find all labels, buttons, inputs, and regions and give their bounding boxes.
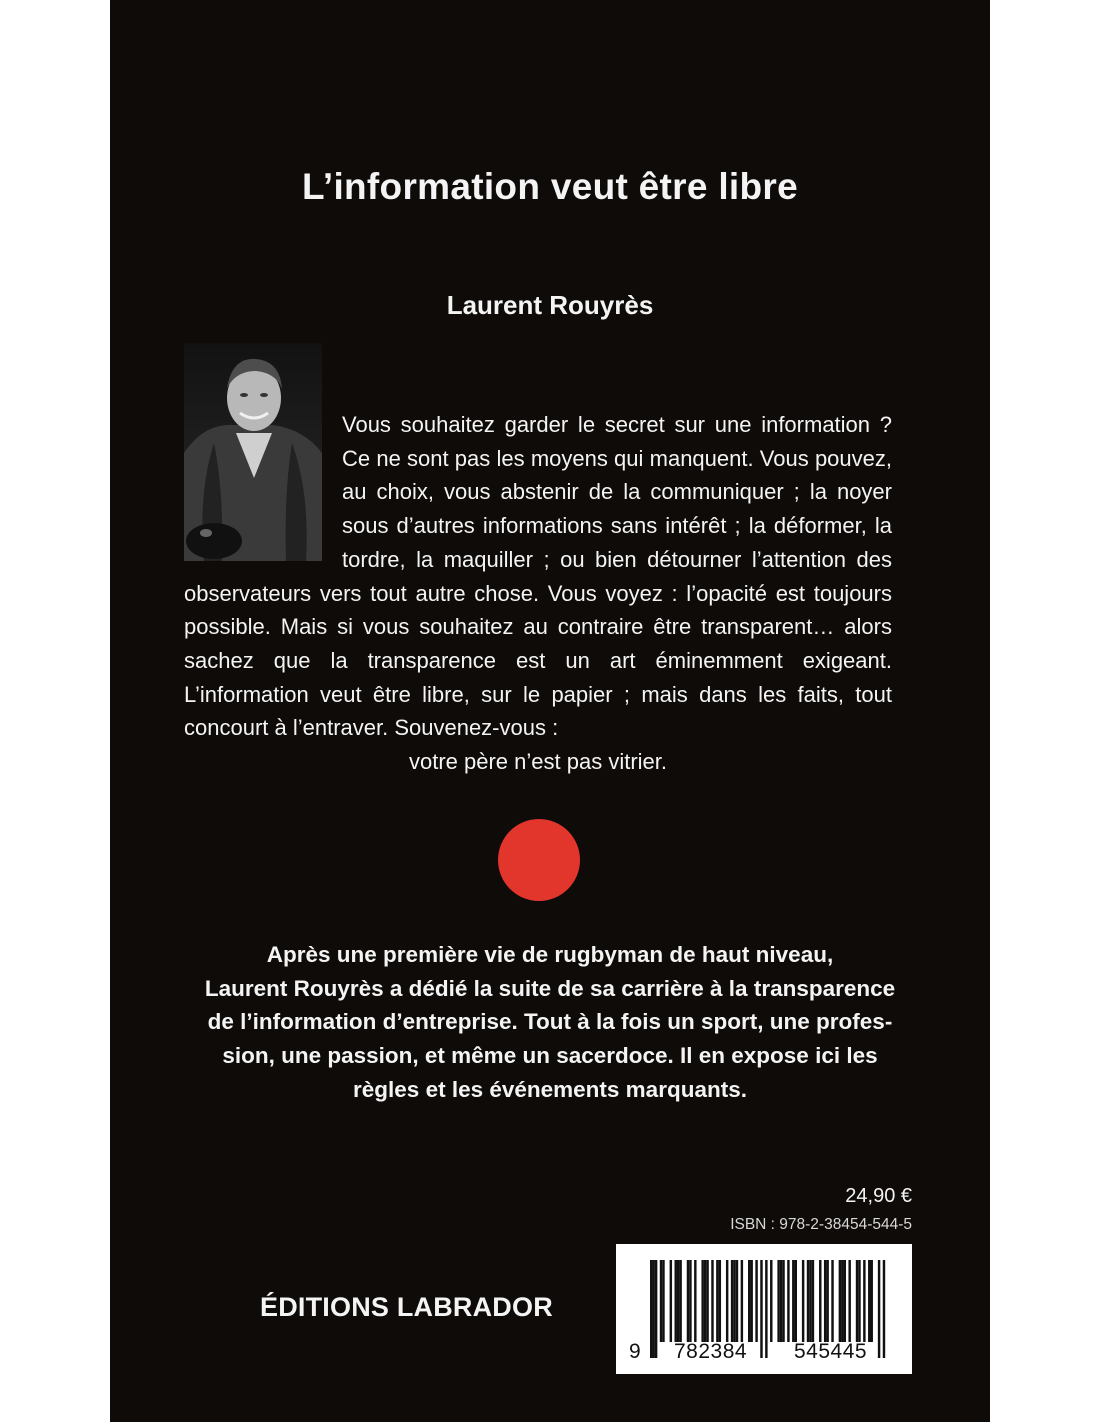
barcode-bar [780, 1260, 782, 1342]
barcode-bar [716, 1260, 718, 1342]
author-name: Laurent Rouyrès [446, 290, 654, 320]
barcode-bar [687, 1260, 689, 1342]
barcode-bar [809, 1260, 811, 1342]
barcode-bars [616, 1244, 912, 1374]
author-bio [170, 938, 930, 1107]
barcode-bar [878, 1260, 880, 1358]
barcode [616, 1244, 912, 1374]
barcode-bar [711, 1260, 713, 1342]
barcode-bar [863, 1260, 865, 1342]
barcode-bar [662, 1260, 664, 1342]
barcode-bar [868, 1260, 870, 1342]
barcode-bar [701, 1260, 703, 1342]
barcode-bar [750, 1260, 752, 1342]
price: 24,90 € [845, 1185, 912, 1207]
barcode-bar [652, 1260, 654, 1358]
bio-line: Après une première vie de rugbyman de haut niveau, [266, 942, 834, 967]
synopsis [184, 408, 892, 779]
barcode-bar [782, 1260, 784, 1342]
barcode-bar [731, 1260, 733, 1342]
barcode-bar [807, 1260, 809, 1342]
barcode-digits-right: 545445 [794, 1340, 868, 1363]
barcode-bar [706, 1260, 708, 1342]
barcode-bar [871, 1260, 873, 1342]
isbn: ISBN : 978-2-38454-544-5 [730, 1216, 912, 1233]
barcode-bar [760, 1260, 762, 1358]
barcode-bar [826, 1260, 828, 1342]
barcode-bar [844, 1260, 846, 1342]
barcode-bar [736, 1260, 738, 1342]
barcode-bar [726, 1260, 728, 1342]
bio-line: règles et les événements marquants. [353, 1076, 747, 1102]
barcode-bar [856, 1260, 858, 1342]
barcode-bar [883, 1260, 885, 1358]
barcode-bar [848, 1260, 850, 1342]
barcode-bar [812, 1260, 814, 1342]
barcode-bar [787, 1260, 789, 1342]
barcode-bar [655, 1260, 657, 1358]
barcode-bar [748, 1260, 750, 1342]
barcode-bar [795, 1260, 797, 1342]
barcode-bar [660, 1260, 662, 1342]
barcode-bar [858, 1260, 860, 1342]
book-back-cover [110, 0, 990, 1422]
barcode-bar [650, 1260, 652, 1358]
barcode-bar [839, 1260, 841, 1342]
publisher-name: ÉDITIONS LABRADOR [260, 1292, 553, 1322]
barcode-bar [719, 1260, 721, 1342]
bio-line: de l’information d’entreprise. Tout à la fois un sport, une profes- [207, 1009, 893, 1035]
barcode-bar [824, 1260, 826, 1342]
barcode-digits-left: 782384 [674, 1340, 748, 1363]
barcode-bar [841, 1260, 843, 1342]
barcode-bar [819, 1260, 821, 1342]
barcode-bar [802, 1260, 804, 1342]
barcode-bar [670, 1260, 672, 1342]
barcode-bar [704, 1260, 706, 1342]
barcode-digit-first: 9 [629, 1340, 642, 1363]
bio-line: Laurent Rouyrès a dédié la suite de sa carrière à la transparence [204, 975, 896, 1001]
synopsis-text: Vous souhaitez garder le secret sur une information ? Ce ne sont pas les moyens qui manquent. Vous pouvez, au choix, vous abstenir de la communiquer ; la noyer sous d’autres informations sans intérêt ; la déformer, la tordre, la maquiller ; ou bien détourner l’attention des observateurs vers tout autre chose. Vous voyez : l’opacité est toujours possible. Mais si vous souhaitez au contraire être transparent… alors sachez que la transparence est un art éminemment exigeant. L’information veut être libre, sur le papier ; mais dans les faits, tout concourt à l’entraver. Souvenez-vous : [184, 412, 892, 741]
barcode-bar [831, 1260, 833, 1342]
barcode-bar [675, 1260, 677, 1342]
barcode-bar [689, 1260, 691, 1342]
barcode-bar [792, 1260, 794, 1342]
synopsis-last-line: votre père n’est pas vitrier. [408, 749, 667, 775]
barcode-bar [770, 1260, 772, 1342]
barcode-bar [677, 1260, 679, 1342]
barcode-bar [694, 1260, 696, 1342]
barcode-bar [755, 1260, 757, 1342]
bio-line: sion, une passion, et même un sacerdoce. Il en expose ici les [222, 1043, 878, 1069]
book-title: L’information veut être libre [302, 166, 798, 207]
barcode-bar [741, 1260, 743, 1342]
barcode-bar [733, 1260, 735, 1342]
barcode-bar [777, 1260, 779, 1342]
barcode-bar [765, 1260, 767, 1358]
barcode-bar [679, 1260, 681, 1342]
red-dot-ornament [498, 819, 580, 901]
